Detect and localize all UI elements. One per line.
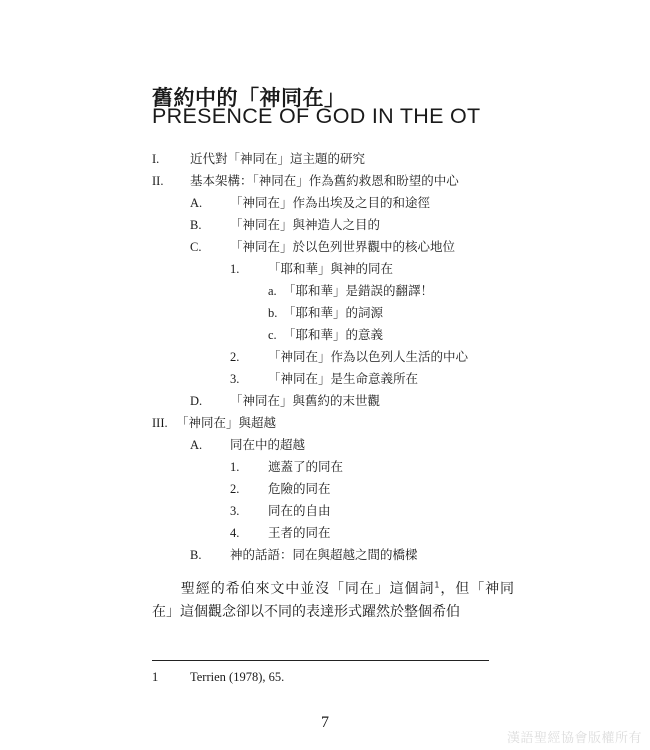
outline-marker: III. — [152, 416, 168, 430]
footnote — [152, 670, 284, 685]
outline-marker: A. — [190, 438, 203, 452]
outline-marker: 1. — [230, 460, 240, 474]
outline-item — [0, 258, 650, 280]
outline-item — [0, 544, 650, 566]
outline-marker: 3. — [230, 372, 240, 386]
outline-text: 危險的同在 — [268, 481, 331, 496]
copyright-watermark: 漢語聖經協會版權所有 — [506, 731, 642, 746]
outline-item — [0, 192, 650, 214]
outline-text: 王者的同在 — [268, 525, 331, 540]
outline-text: 「耶和華」的詞源 — [283, 305, 384, 320]
outline-text: 「耶和華」是錯誤的翻譯！ — [283, 283, 434, 298]
outline-item — [0, 302, 650, 324]
outline-text: 「神同在」是生命意義所在 — [268, 371, 419, 386]
footnote-divider — [152, 660, 489, 661]
outline-text: 同在中的超越 — [230, 437, 306, 452]
outline-item — [0, 478, 650, 500]
footnote-number: 1 — [152, 670, 159, 684]
paragraph-text-part2: ，但「神同在」這個觀念卻以不同的表達形式躍然於整個希伯 — [152, 581, 515, 620]
outline-text: 「耶和華」的意義 — [283, 327, 384, 342]
outline-marker: 4. — [230, 526, 240, 540]
outline-marker: I. — [152, 152, 160, 166]
outline-text: 「神同在」作為以色列人生活的中心 — [268, 349, 469, 364]
outline-item — [0, 324, 650, 346]
outline-item — [0, 170, 650, 192]
outline-text: 神的話語：同在與超越之間的橋樑 — [230, 547, 418, 562]
outline-marker: a. — [268, 284, 277, 298]
outline-marker: 2. — [230, 482, 240, 496]
outline-marker: c. — [268, 328, 277, 342]
outline-text: 基本架構：「神同在」作為舊約救恩和盼望的中心 — [190, 173, 459, 188]
outline-item — [0, 412, 650, 434]
outline-item — [0, 456, 650, 478]
outline-marker: 3. — [230, 504, 240, 518]
outline-marker: B. — [190, 218, 202, 232]
outline-text: 「神同在」於以色列世界觀中的核心地位 — [230, 239, 456, 254]
chapter-title-english: PRESENCE OF GOD IN THE OT — [152, 104, 481, 128]
outline-text: 「神同在」作為出埃及之目的和途徑 — [230, 195, 431, 210]
outline-marker: C. — [190, 240, 202, 254]
page-number: 7 — [321, 714, 329, 731]
outline-text: 遮蓋了的同在 — [268, 459, 344, 474]
chapter-title-chinese: 舊約中的「神同在」 — [152, 86, 346, 110]
outline-marker: 2. — [230, 350, 240, 364]
outline-item — [0, 434, 650, 456]
outline-item — [0, 500, 650, 522]
outline-text: 同在的自由 — [268, 503, 331, 518]
outline-marker: 1. — [230, 262, 240, 276]
outline-marker: b. — [268, 306, 278, 320]
outline-text: 「耶和華」與神的同在 — [268, 261, 394, 276]
outline-item — [0, 214, 650, 236]
outline-text: 「神同在」與超越 — [176, 415, 277, 430]
outline-item — [0, 522, 650, 544]
outline-marker: D. — [190, 394, 203, 408]
outline-item — [0, 346, 650, 368]
paragraph-text-part1: 聖經的希伯來文中並沒「同在」這個詞 — [180, 581, 435, 597]
body-paragraph — [152, 578, 514, 624]
outline-item — [0, 368, 650, 390]
footnote-text: Terrien (1978), 65. — [190, 670, 285, 684]
outline-marker: A. — [190, 196, 203, 210]
outline-text: 「神同在」與舊約的末世觀 — [230, 393, 381, 408]
outline-text: 近代對「神同在」這主題的研究 — [190, 151, 366, 166]
outline-item — [0, 390, 650, 412]
outline-marker: B. — [190, 548, 202, 562]
outline-item — [0, 280, 650, 302]
footnote-reference: 1 — [434, 580, 440, 590]
outline-item — [0, 148, 650, 170]
outline-marker: II. — [152, 174, 164, 188]
chapter-outline — [0, 148, 650, 566]
outline-text: 「神同在」與神造人之目的 — [230, 217, 381, 232]
outline-item — [0, 236, 650, 258]
